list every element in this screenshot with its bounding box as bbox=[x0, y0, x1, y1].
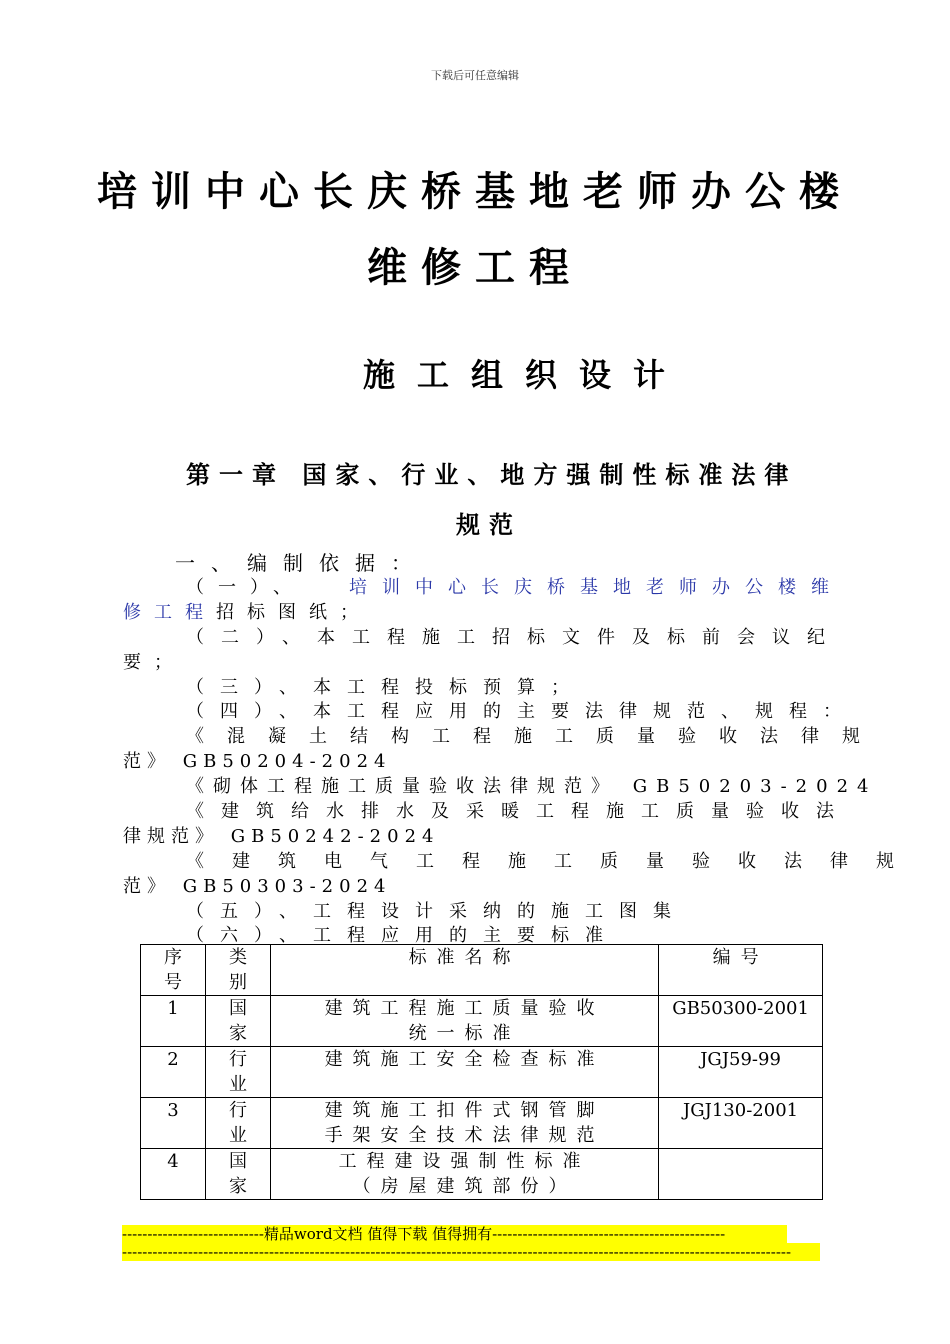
item2-line1: （二）、本工程施工招标文件及标前会议纪 bbox=[186, 627, 842, 648]
header-category: 类别 bbox=[205, 945, 270, 996]
footer-banner-line2: ------------------------------------------------------------------------------------------------------------------------------------ bbox=[122, 1243, 820, 1261]
item1-line1 bbox=[186, 573, 844, 599]
row-standard-name bbox=[270, 1047, 658, 1098]
name-line2: （房屋建筑部份） bbox=[352, 1176, 577, 1197]
item1-prefix: （一）、 bbox=[186, 577, 305, 598]
footer-banner-line1: ----------------------------精品word文档 值得下载 值得拥有---------------------------------------------- bbox=[122, 1225, 787, 1243]
name-line1: 建筑工程施工质量验收 bbox=[324, 998, 605, 1019]
table-row bbox=[141, 996, 823, 1047]
row-standard-name bbox=[270, 1149, 658, 1200]
item6: （六）、工程应用的主要标准 bbox=[186, 925, 619, 946]
row-category: 国家 bbox=[205, 996, 270, 1047]
standard4-line2: 范》 GB50303-2024 bbox=[123, 876, 392, 897]
standard4-line1: 《建筑电气工程施工质量验收法律规 bbox=[186, 851, 922, 872]
row-category: 行业 bbox=[205, 1098, 270, 1149]
table-row bbox=[141, 1047, 823, 1098]
name-line1: 工程建设强制性标准 bbox=[338, 1151, 591, 1172]
name-line2: 统一标准 bbox=[408, 1023, 521, 1044]
chapter-heading-line2: 规范 bbox=[456, 510, 522, 539]
item1-project-link-cont[interactable]: 修工程 bbox=[123, 602, 216, 623]
row-standard-name bbox=[270, 1098, 658, 1149]
table-row bbox=[141, 1098, 823, 1149]
item1-line2 bbox=[123, 598, 371, 624]
row-index: 1 bbox=[141, 996, 206, 1047]
item1-suffix: 招标图纸； bbox=[216, 602, 371, 623]
row-index: 3 bbox=[141, 1098, 206, 1149]
standard2: 《砌体工程施工质量验收法律规范》 GB50203-2024 bbox=[186, 776, 878, 797]
row-standard-name bbox=[270, 996, 658, 1047]
header-standard-name: 标准名称 bbox=[270, 945, 658, 996]
item3: （三）、本工程投标预算； bbox=[186, 677, 585, 698]
row-code: GB50300-2001 bbox=[659, 996, 823, 1047]
item1-project-link[interactable]: 培训中心长庆桥基地老师办公楼维 bbox=[349, 577, 844, 598]
name-line2: 手架安全技术法律规范 bbox=[324, 1125, 605, 1146]
standard1-line1: 《混凝土结构工程施工质量验收法律规 bbox=[186, 726, 883, 747]
header-code: 编号 bbox=[659, 945, 823, 996]
basis-heading: 一、编制依据： bbox=[175, 551, 427, 575]
row-category: 国家 bbox=[205, 1149, 270, 1200]
standard3-line2: 律规范》 GB50242-2024 bbox=[123, 826, 440, 847]
item5: （五）、工程设计采纳的施工图集 bbox=[186, 901, 687, 922]
chapter-heading-line1: 第一章 国家、行业、地方强制性标准法律 bbox=[186, 460, 798, 489]
document-subtitle: 施工组织设计 bbox=[362, 356, 687, 394]
name-line1: 建筑施工扣件式钢管脚 bbox=[324, 1100, 605, 1121]
standards-table bbox=[140, 944, 823, 1200]
document-title-line2: 维修工程 bbox=[367, 245, 583, 291]
row-category: 行业 bbox=[205, 1047, 270, 1098]
row-index: 2 bbox=[141, 1047, 206, 1098]
row-code: JGJ130-2001 bbox=[659, 1098, 823, 1149]
standard3-line1: 《建筑给水排水及采暖工程施工质量验收法 bbox=[186, 801, 851, 822]
row-index: 4 bbox=[141, 1149, 206, 1200]
header-index: 序号 bbox=[141, 945, 206, 996]
row-code: JGJ59-99 bbox=[659, 1047, 823, 1098]
table-header-row bbox=[141, 945, 823, 996]
row-code bbox=[659, 1149, 823, 1200]
standard1-line2: 范》 GB50204-2024 bbox=[123, 751, 392, 772]
table-row bbox=[141, 1149, 823, 1200]
item2-line2: 要； bbox=[123, 652, 185, 673]
name-line1: 建筑施工安全检查标准 bbox=[324, 1049, 605, 1070]
document-title-line1: 培训中心长庆桥基地老师办公楼 bbox=[97, 169, 853, 215]
header-note: 下载后可任意编辑 bbox=[431, 69, 519, 82]
item4: （四）、本工程应用的主要法律规范、规程： bbox=[186, 701, 857, 722]
